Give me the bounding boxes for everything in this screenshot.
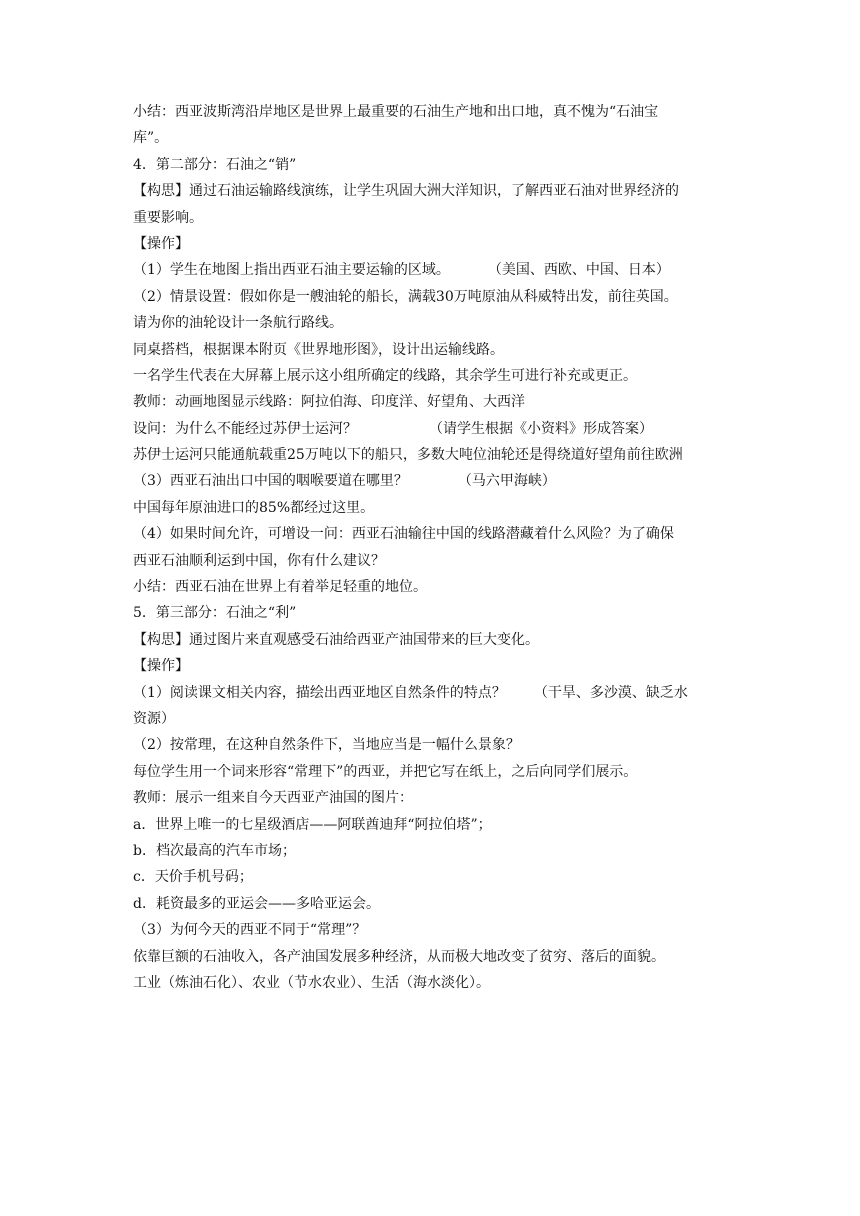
concept-line-part3: 【构思】通过图片来直观感受石油给西亚产油国带来的巨大变化。	[133, 631, 539, 648]
step-3-line	[133, 468, 733, 494]
step-1-answer: （美国、西欧、中国、日本）	[487, 262, 670, 279]
part3-step-1-question: （1）阅读课文相关内容，描绘出西亚地区自然条件的特点？	[133, 684, 506, 701]
step-1-line	[133, 257, 733, 283]
operation-heading: 【操作】	[133, 235, 189, 252]
document-page	[133, 99, 733, 996]
list-item-a: a．世界上唯一的七星级酒店——阿联酋迪拜“阿拉伯塔”；	[133, 816, 492, 833]
import-fact-line: 中国每年原油进口的85%都经过这里。	[133, 499, 375, 516]
question-suez: 设问：为什么不能经过苏伊士运河？	[133, 420, 357, 437]
question-suez-hint: （请学生根据《小资料》形成答案）	[429, 420, 653, 437]
step-3-question: （3）西亚石油出口中国的咽喉要道在哪里？	[133, 473, 408, 490]
concept-line-part2-cont: 重要影响。	[133, 209, 203, 226]
summary-line-1-cont: 库”。	[133, 130, 169, 147]
section-heading-part3: 5．第三部分：石油之“利”	[133, 605, 297, 622]
list-item-b: b．档次最高的汽车市场；	[133, 842, 296, 859]
sectors-line: 工业（炼油石化）、农业（节水农业）、生活（海水淡化）。	[133, 974, 490, 991]
pair-work-line: 同桌搭档，根据课本附页《世界地形图》，设计出运输线路。	[133, 341, 504, 358]
step-4-line-cont: 西亚石油顺利运到中国，你有什么建议？	[133, 552, 385, 569]
summary-line-1: 小结：西亚波斯湾沿岸地区是世界上最重要的石油生产地和出口地，真不愧为“石油宝	[133, 104, 659, 120]
part3-step-2-line: （2）按常理，在这种自然条件下，当地应当是一幅什么景象？	[133, 737, 520, 754]
suez-explanation-line: 苏伊士运河只能通航载重25万吨以下的船只，多数大吨位油轮还是得绕道好望角前往欧洲	[133, 447, 683, 464]
step-3-answer: （马六甲海峡）	[457, 473, 556, 490]
student-present-line: 一名学生代表在大屏幕上展示这小组所确定的线路，其余学生可进行补充或更正。	[133, 367, 637, 384]
teacher-images-line: 教师：展示一组来自今天西亚产油国的图片：	[133, 790, 413, 807]
summary-line-2: 小结：西亚石油在世界上有着举足轻重的地位。	[133, 579, 427, 596]
step-4-line: （4）如果时间允许，可增设一问：西亚石油输往中国的线路潜藏着什么风险？为了确保	[133, 526, 674, 543]
list-item-c: c．天价手机号码；	[133, 869, 253, 886]
describe-activity-line: 每位学生用一个词来形容“常理下”的西亚，并把它写在纸上，之后向同学们展示。	[133, 763, 638, 780]
question-suez-line	[133, 416, 733, 442]
operation-heading-2: 【操作】	[133, 658, 189, 675]
part3-step-3-line: （3）为何今天的西亚不同于“常理”？	[133, 922, 367, 939]
concept-line-part2: 【构思】通过石油运输路线演练，让学生巩固大洲大洋知识，了解西亚石油对世界经济的	[133, 183, 679, 200]
teacher-route-line: 教师：动画地图显示线路：阿拉伯海、印度洋、好望角、大西洋	[133, 394, 525, 411]
oil-income-line: 依靠巨额的石油收入，各产油国发展多种经济，从而极大地改变了贫穷、落后的面貌。	[133, 948, 665, 965]
part3-step-1-line-cont: 资源）	[133, 710, 175, 727]
section-heading-part2: 4．第二部分：石油之“销”	[133, 156, 297, 173]
step-1-question: （1）学生在地图上指出西亚石油主要运输的区域。	[133, 262, 450, 279]
part3-step-1-answer: （干旱、多沙漠、缺乏水	[533, 684, 688, 701]
list-item-d: d．耗资最多的亚运会——多哈亚运会。	[133, 895, 380, 912]
step-2-line: （2）情景设置：假如你是一艘油轮的船长，满载30万吨原油从科威特出发，前往英国。	[133, 288, 678, 305]
step-2-line-cont: 请为你的油轮设计一条航行路线。	[133, 315, 343, 332]
part3-step-1-line	[133, 680, 733, 706]
